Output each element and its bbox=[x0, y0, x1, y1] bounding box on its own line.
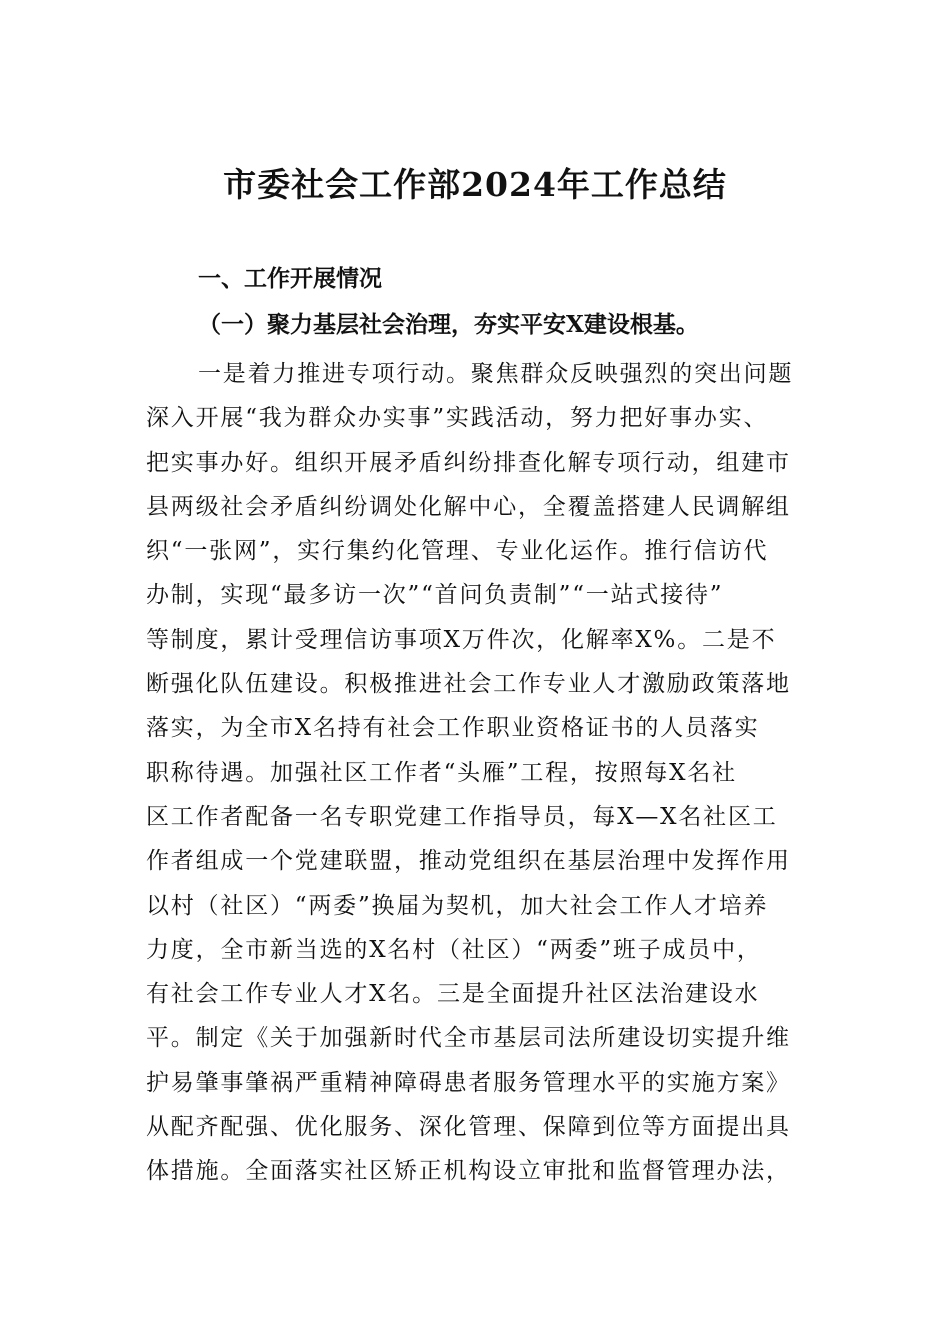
body-line: 以村（社区）“两委”换届为契机，加大社会工作人才培养 bbox=[146, 892, 769, 919]
body-line: 织“一张网”，实行集约化管理、专业化运作。推行信访代 bbox=[146, 538, 769, 565]
sub-heading: （一）聚力基层社会治理，夯实平安X建设根基。 bbox=[198, 311, 699, 338]
body-line: 从配齐配强、优化服务、深化管理、保障到位等方面提出具 bbox=[146, 1114, 791, 1141]
document-title: 市委社会工作部2024年工作总结 bbox=[223, 165, 727, 204]
body-line: 一是着力推进专项行动。聚焦群众反映强烈的突出问题 bbox=[198, 361, 794, 387]
body-line: 深入开展“我为群众办实事”实践活动，努力把好事办实、 bbox=[146, 405, 769, 432]
body-line: 平。制定《关于加强新时代全市基层司法所建设切实提升维 bbox=[146, 1025, 791, 1052]
body-line: 落实，为全市X名持有社会工作职业资格证书的人员落实 bbox=[146, 715, 760, 742]
body-line: 体措施。全面落实社区矫正机构设立审批和监督管理办法， bbox=[146, 1158, 791, 1185]
body-line: 护易肇事肇祸严重精神障碍患者服务管理水平的实施方案》 bbox=[146, 1069, 791, 1096]
body-line: 办制，实现“最多访一次”“首问负责制”“一站式接待” bbox=[146, 582, 724, 609]
body-line: 把实事办好。组织开展矛盾纠纷排查化解专项行动，组建市 bbox=[146, 449, 791, 476]
body-line: 有社会工作专业人才X名。三是全面提升社区法治建设水 bbox=[146, 981, 760, 1008]
body-line: 区工作者配备一名专职党建工作指导员，每X—X名社区工 bbox=[146, 803, 778, 830]
section-heading: 一、工作开展情况 bbox=[198, 266, 382, 292]
body-line: 等制度，累计受理信访事项X万件次，化解率X%。二是不 bbox=[146, 626, 777, 653]
body-paragraph bbox=[146, 352, 826, 1194]
body-line: 断强化队伍建设。积极推进社会工作专业人才激励政策落地 bbox=[146, 671, 791, 698]
body-line: 力度，全市新当选的X名村（社区）“两委”班子成员中， bbox=[146, 936, 762, 963]
body-line: 县两级社会矛盾纠纷调处化解中心，全覆盖搭建人民调解组 bbox=[146, 493, 791, 520]
body-line: 作者组成一个党建联盟，推动党组织在基层治理中发挥作用 bbox=[146, 848, 791, 875]
body-line: 职称待遇。加强社区工作者“头雁”工程，按照每X名社 bbox=[146, 759, 737, 786]
